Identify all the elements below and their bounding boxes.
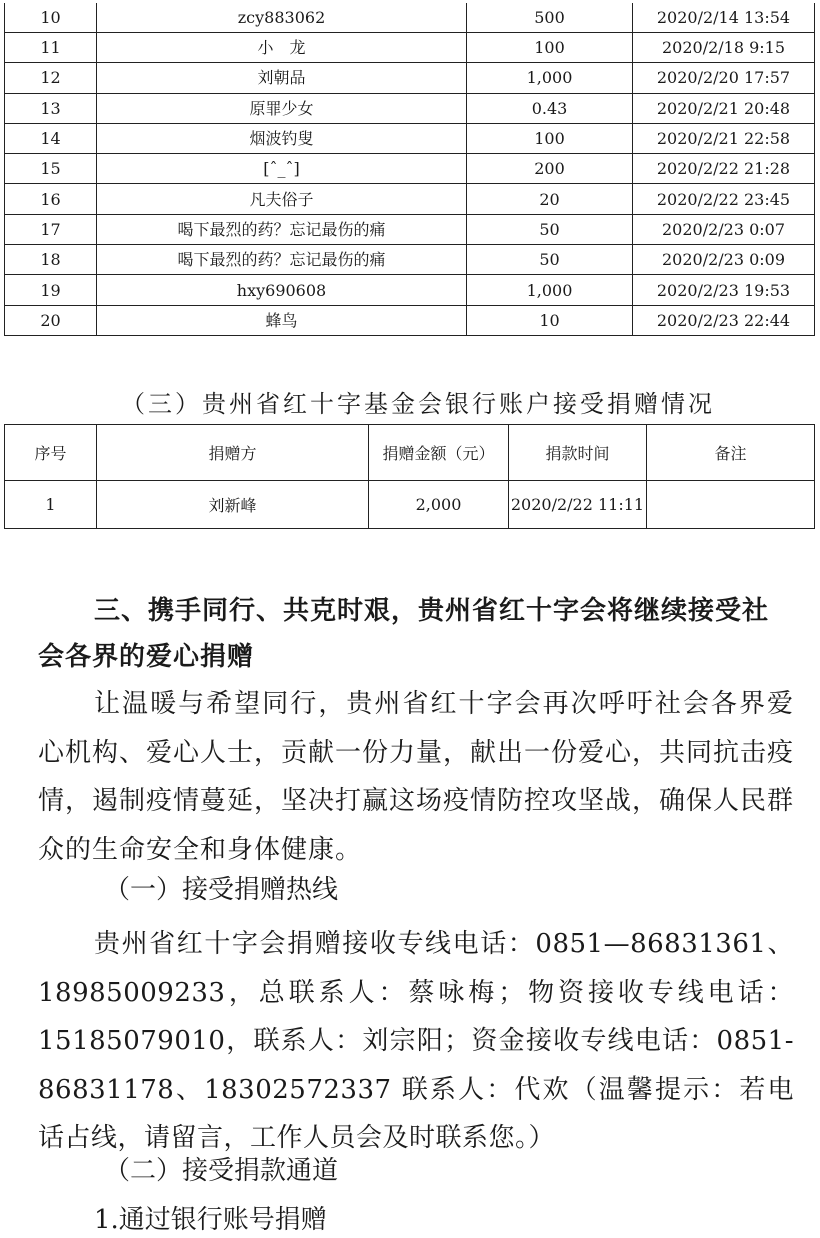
cell-amount: 100 [467,33,633,63]
header-donor: 捐赠方 [97,425,369,481]
appeal-paragraph: 让温暖与希望同行，贵州省红十字会再次呼吁社会各界爱心机构、爱心人士，贡献一份力量，献出一份爱心，共同抗击疫情，遏制疫情蔓延，坚决打赢这场疫情防控攻坚战，确保人民群众的生命安全和身体健康。 [38,689,795,865]
cell-amount: 500 [467,3,633,33]
cell-donor: 小 龙 [97,33,467,63]
cell-amount: 20 [467,184,633,214]
cell-note [647,481,815,529]
bank-section-heading: （三）贵州省红十字基金会银行账户接受捐赠情况 [121,390,715,418]
cell-amount: 200 [467,154,633,184]
cell-amount: 1,000 [467,63,633,93]
table-row [5,93,815,123]
table-row [5,184,815,214]
cell-donor: 蜂鸟 [97,305,467,335]
header-time: 捐款时间 [509,425,647,481]
donation-table-body [5,3,815,335]
cell-amount: 100 [467,123,633,153]
cell-donor: 烟波钓叟 [97,123,467,153]
cell-no: 15 [5,154,97,184]
table-row [5,275,815,305]
cell-donor: 喝下最烈的药？忘记最伤的痛 [97,214,467,244]
cell-no: 12 [5,63,97,93]
cell-donor: zcy883062 [97,3,467,33]
section-heading: 三、携手同行、共克时艰，贵州省红十字会将继续接受社会各界的爱心捐赠 [38,596,770,672]
cell-time: 2020/2/21 22:58 [633,123,815,153]
cell-no: 20 [5,305,97,335]
table-row [5,33,815,63]
cell-no: 10 [5,3,97,33]
cell-time: 2020/2/23 0:07 [633,214,815,244]
cell-donor: 凡夫俗子 [97,184,467,214]
cell-time: 2020/2/22 21:28 [633,154,815,184]
cell-donor: 刘新峰 [97,481,369,529]
donation-table [4,3,815,336]
table-header-row [5,425,815,481]
cell-no: 18 [5,245,97,275]
cell-no: 1 [5,481,97,529]
bank-item-text: 1.通过银行账号捐赠 [94,1205,327,1235]
cell-donor: 喝下最烈的药？忘记最伤的痛 [97,245,467,275]
header-amount: 捐赠金额（元） [369,425,509,481]
cell-donor: 原罪少女 [97,93,467,123]
header-note: 备注 [647,425,815,481]
bank-item [38,1202,794,1238]
cell-donor: hxy690608 [97,275,467,305]
cell-time: 2020/2/22 23:45 [633,184,815,214]
table-row [5,3,815,33]
channel-heading-text: （二）接受捐款通道 [104,1156,339,1186]
cell-amount: 0.43 [467,93,633,123]
cell-amount: 50 [467,245,633,275]
cell-amount: 1,000 [467,275,633,305]
cell-no: 19 [5,275,97,305]
cell-amount: 2,000 [369,481,509,529]
cell-time: 2020/2/23 22:44 [633,305,815,335]
channel-heading [38,1153,794,1189]
table-row [5,63,815,93]
hotline-heading-text: （一）接受捐赠热线 [104,875,339,905]
cell-no: 16 [5,184,97,214]
cell-no: 11 [5,33,97,63]
hotline-heading [38,872,794,908]
cell-amount: 50 [467,214,633,244]
bank-donation-table [4,424,815,529]
cell-time: 2020/2/14 13:54 [633,3,815,33]
table-row [5,123,815,153]
cell-donor: 刘朝品 [97,63,467,93]
table-row [5,245,815,275]
header-no: 序号 [5,425,97,481]
cell-time: 2020/2/18 9:15 [633,33,815,63]
cell-time: 2020/2/21 20:48 [633,93,815,123]
cell-time: 2020/2/23 19:53 [633,275,815,305]
hotline-paragraph: 贵州省红十字会捐赠接收专线电话：0851—86831361、18985009233，总联系人：蔡咏梅；物资接收专线电话：15185079010，联系人：刘宗阳；资金接收专线电话：0851-86831178、18302572337 联系人：代欢（温馨提示：若电话占线，请留言，工作人员会及时联系您。） [38,929,794,1153]
table-row [5,214,815,244]
table-row [5,154,815,184]
cell-time: 2020/2/22 11:11 [509,481,647,529]
table-row [5,305,815,335]
cell-no: 14 [5,123,97,153]
cell-time: 2020/2/20 17:57 [633,63,815,93]
table-row [5,481,815,529]
cell-donor: [ˆ_ˆ] [97,154,467,184]
cell-no: 13 [5,93,97,123]
cell-amount: 10 [467,305,633,335]
cell-no: 17 [5,214,97,244]
cell-time: 2020/2/23 0:09 [633,245,815,275]
